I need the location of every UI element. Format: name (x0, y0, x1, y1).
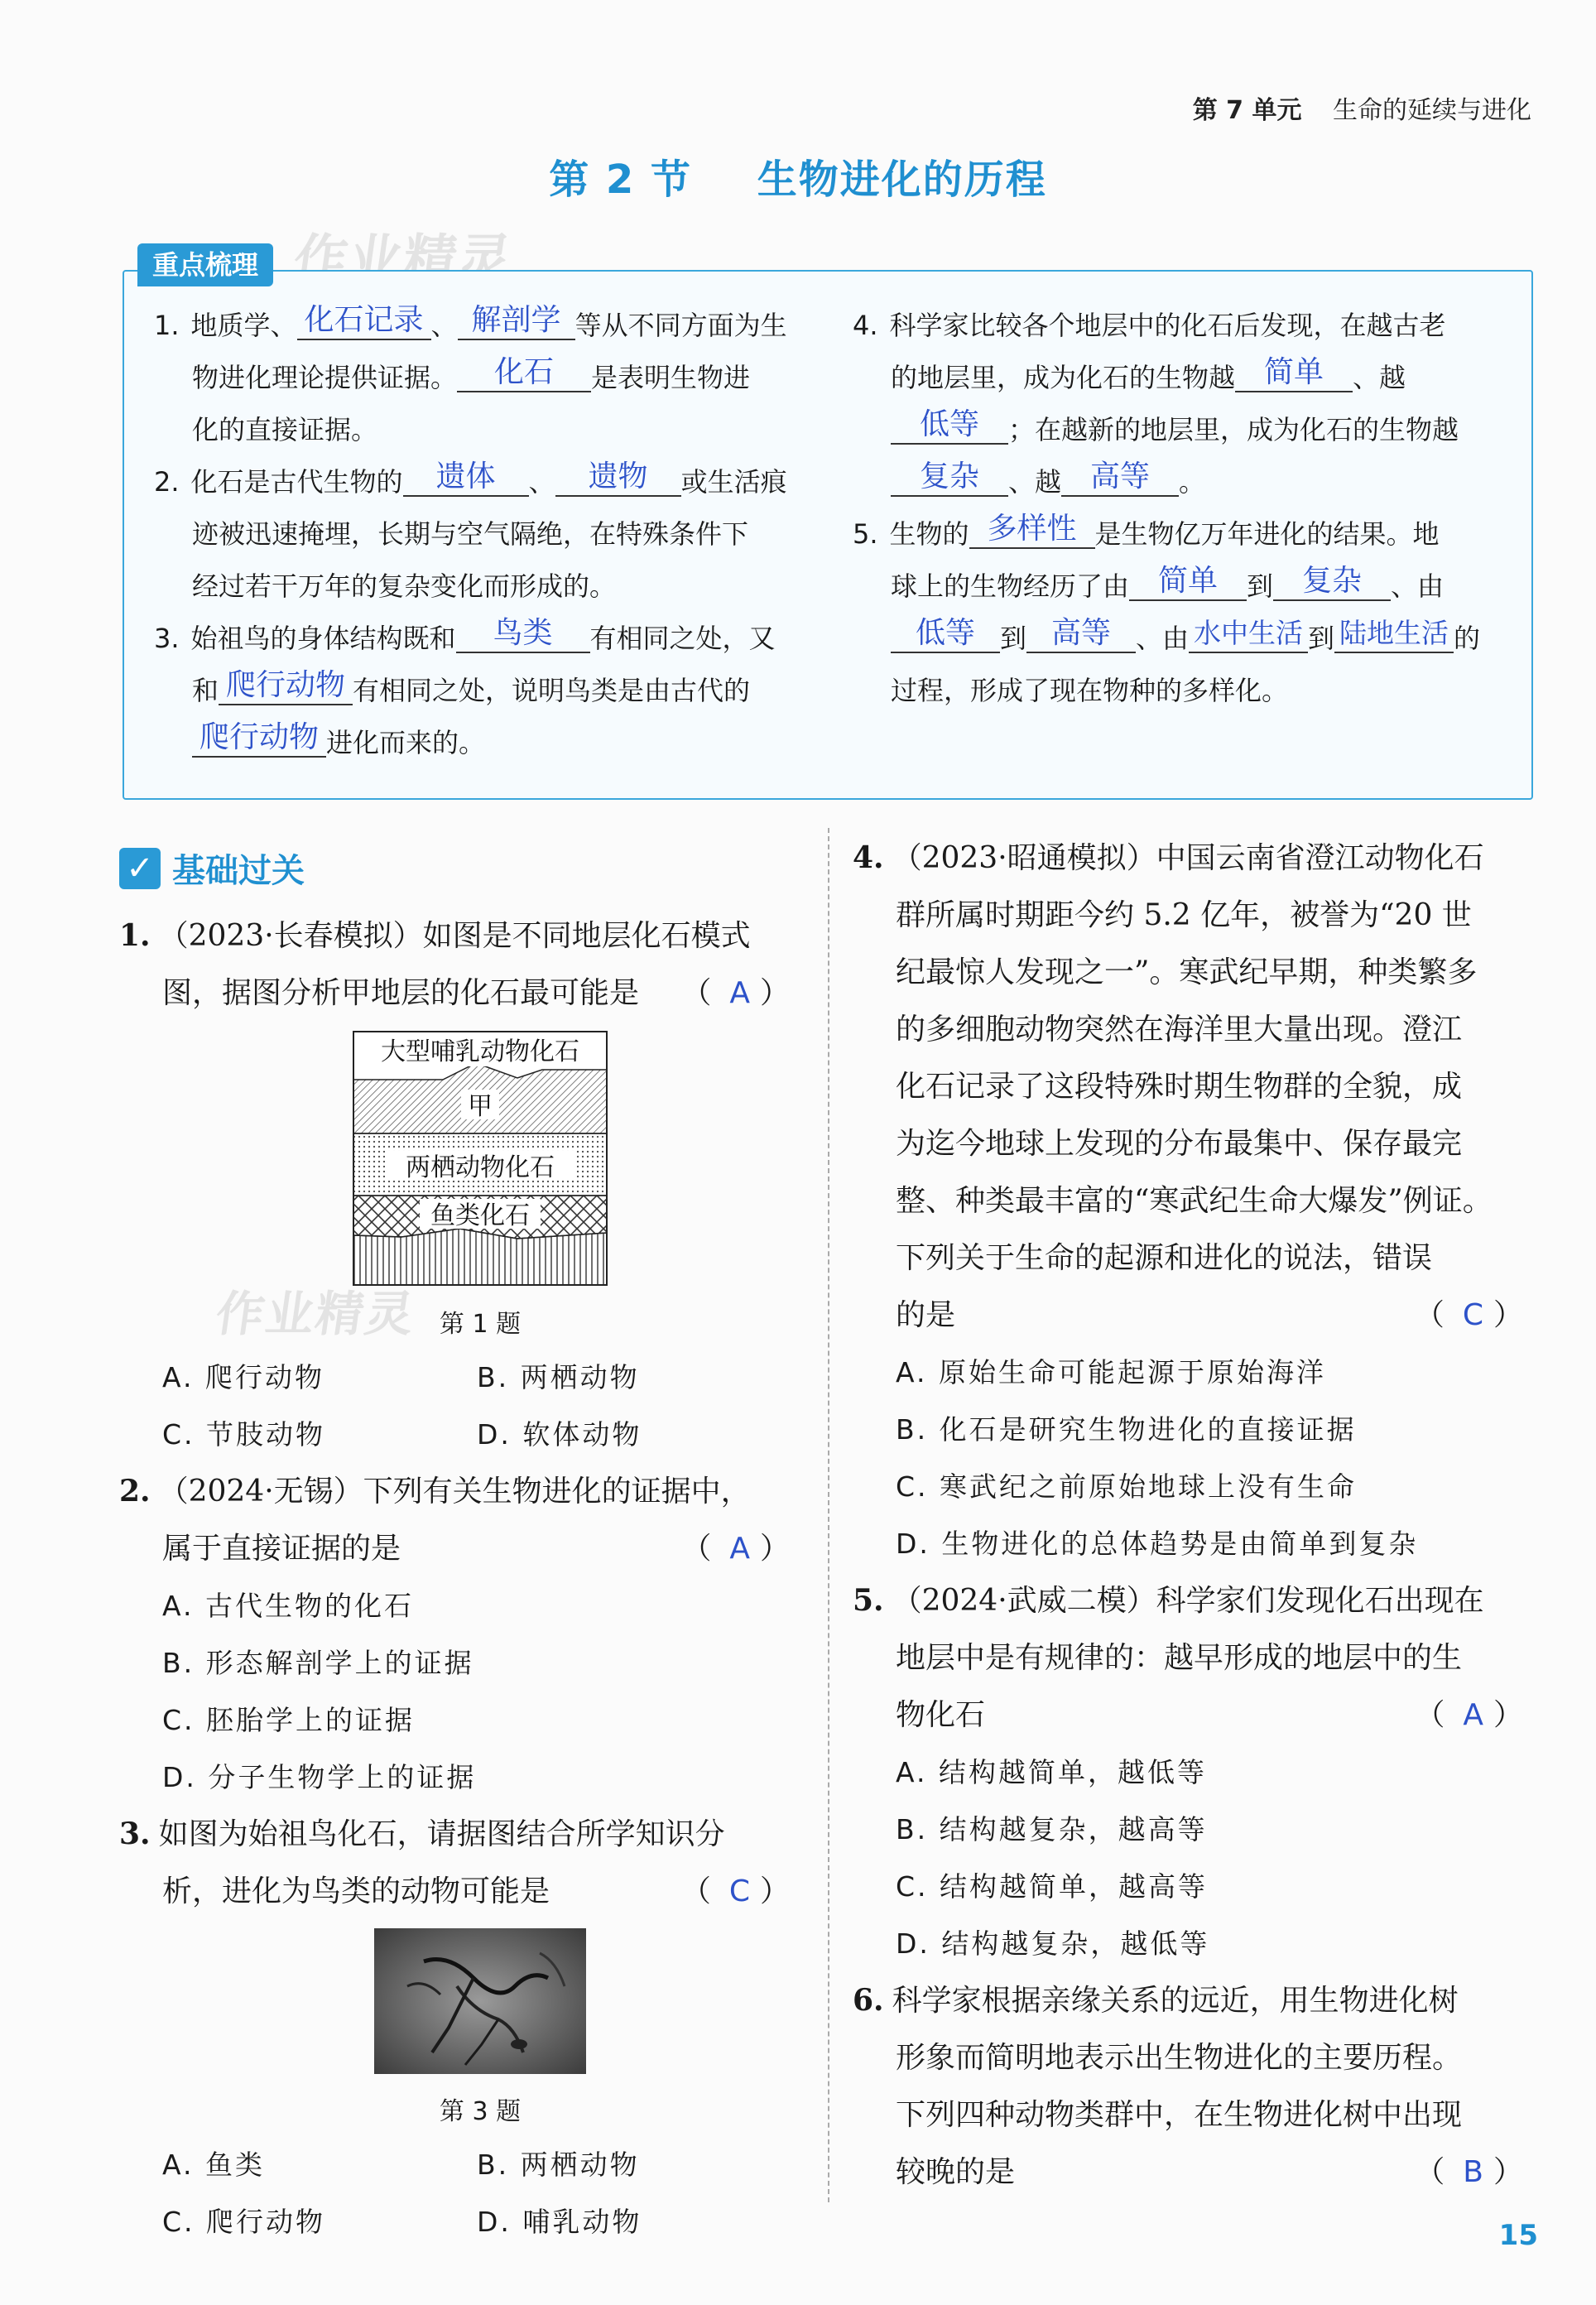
question-stem: 较晚的是 (896, 2155, 1016, 2189)
question-stem: 属于直接证据的是 (162, 1532, 401, 1566)
question-number: 3. (119, 1817, 151, 1851)
option-a[interactable]: A. 爬行动物 (162, 1361, 324, 1393)
figure-caption: 第 1 题 (439, 1310, 522, 1339)
summary-item-1 (154, 300, 800, 456)
strata-figure (119, 1030, 798, 1344)
answer-value: A (729, 1532, 750, 1566)
layer-label: 大型哺乳动物化石 (381, 1037, 579, 1066)
summary-item-3 (154, 613, 800, 769)
text: 、越 (1353, 362, 1406, 393)
option-c[interactable]: C. 寒武纪之前原始地球上没有生命 (896, 1470, 1358, 1503)
answer-blank: 陆地生活 (1334, 615, 1454, 653)
text: 化石是古代生物的 (190, 466, 403, 498)
option-b[interactable]: B. 结构越复杂，越高等 (896, 1813, 1208, 1845)
answer-blank: 高等 (1061, 459, 1179, 497)
option-b[interactable]: B. 形态解剖学上的证据 (162, 1647, 474, 1679)
answer-blank: 低等 (891, 615, 1000, 653)
option-d[interactable]: D. 软体动物 (477, 1418, 642, 1451)
text: 或生活痕 (680, 466, 787, 498)
question-stem: 物化石 (896, 1698, 986, 1732)
figure-caption: 第 3 题 (439, 2097, 522, 2126)
question-stem: （2023·昭通模拟）中国云南省澄江动物化石 (892, 841, 1484, 875)
text: 科学家比较各个地层中的化石后发现，在越古老 (889, 310, 1446, 341)
answer-blank: 简单 (1129, 563, 1247, 601)
questions-right-column (853, 830, 1531, 2201)
section-name: 生物进化的历程 (757, 156, 1047, 203)
answer-value: C (1462, 1298, 1483, 1332)
question-number: 1. (119, 918, 151, 953)
page-number: 15 (1498, 2219, 1538, 2252)
fossil-figure (119, 1928, 798, 2131)
option-c[interactable]: C. 节肢动物 (162, 1418, 326, 1451)
text: 。 (1179, 466, 1206, 498)
question-4 (853, 830, 1531, 1572)
answer-value: B (1463, 2155, 1483, 2189)
question-number: 5. (853, 1583, 884, 1618)
item-number: 3. (154, 623, 180, 654)
text: 、 (528, 466, 555, 498)
text: 、由 (1391, 570, 1445, 602)
answer-bracket: （ A ） (1415, 1698, 1531, 1732)
basic-section-title: 基础过关 (172, 852, 305, 890)
text: 物进化理论提供证据。 (192, 362, 458, 393)
text: 化的直接证据。 (192, 414, 378, 445)
watermark-mid: 作业精灵 (212, 1286, 420, 1342)
layer-label: 甲 (468, 1092, 493, 1121)
question-stem: 纪最惊人发现之一”。寒武纪早期，种类繁多 (896, 955, 1478, 989)
question-stem: 析，进化为鸟类的动物可能是 (162, 1874, 550, 1908)
text: 有相同之处，说明鸟类是由古代的 (353, 675, 751, 706)
column-divider (828, 828, 829, 2202)
question-1 (119, 907, 798, 1463)
option-a[interactable]: A. 古代生物的化石 (162, 1590, 414, 1622)
unit-topic: 生命的延续与进化 (1333, 96, 1531, 125)
basic-section-tag (119, 845, 305, 892)
question-6 (853, 1972, 1531, 2201)
text: 地质学、 (190, 310, 297, 341)
option-a[interactable]: A. 原始生命可能起源于原始海洋 (896, 1356, 1326, 1388)
option-a[interactable]: A. 鱼类 (162, 2149, 265, 2181)
text: 是表明生物进 (591, 362, 751, 393)
questions-left-column (119, 907, 798, 2250)
text: 的地层里，成为化石的生物越 (891, 362, 1236, 393)
answer-blank: 复杂 (1273, 563, 1391, 601)
section-number: 第 2 节 (549, 156, 693, 203)
item-number: 5. (853, 518, 878, 550)
question-stem: 如图为始祖鸟化石，请据图结合所学知识分 (158, 1817, 725, 1851)
question-2 (119, 1463, 798, 1806)
question-stem: 科学家根据亲缘关系的远近，用生物进化树 (892, 1984, 1459, 2018)
text: 和 (192, 675, 219, 706)
option-d[interactable]: D. 结构越复杂，越低等 (896, 1927, 1210, 1960)
summary-item-4 (853, 300, 1498, 508)
option-c[interactable]: C. 结构越简单，越高等 (896, 1870, 1209, 1903)
option-b[interactable]: B. 两栖动物 (477, 2149, 640, 2181)
question-5 (853, 1572, 1531, 1972)
archaeopteryx-fossil-image (374, 1928, 586, 2074)
option-c[interactable]: C. 爬行动物 (162, 2206, 326, 2238)
text: 始祖鸟的身体结构既和 (190, 623, 456, 654)
question-stem: 的是 (896, 1298, 956, 1332)
question-stem: 整、种类最丰富的“寒武纪生命大爆发”例证。 (896, 1184, 1493, 1218)
option-d[interactable]: D. 哺乳动物 (477, 2206, 642, 2238)
answer-blank: 复杂 (891, 459, 1008, 497)
answer-value: A (729, 976, 750, 1010)
text: 经过若干万年的复杂变化而形成的。 (192, 570, 617, 602)
answer-blank: 解剖学 (458, 302, 575, 340)
question-stem: 形象而简明地表示出生物进化的主要历程。 (896, 2041, 1463, 2075)
question-stem: 群所属时期距今约 5.2 亿年，被誉为“20 世 (896, 898, 1472, 932)
item-number: 2. (154, 466, 180, 498)
answer-blank: 高等 (1026, 615, 1136, 653)
page-header (1193, 89, 1531, 126)
answer-blank: 低等 (891, 407, 1008, 445)
answer-blank: 化石记录 (297, 302, 431, 340)
text: 等从不同方面为生 (574, 310, 787, 341)
text: 到 (1308, 623, 1335, 654)
answer-blank: 遗体 (403, 459, 529, 497)
text: 有相同之处，又 (589, 623, 776, 654)
answer-bracket: （ C ） (680, 1874, 798, 1908)
option-b[interactable]: B. 两栖动物 (477, 1361, 640, 1393)
section-title (0, 147, 1596, 205)
item-number: 1. (154, 310, 180, 341)
text: 、越 (1008, 466, 1062, 498)
question-stem: 图，据图分析甲地层的化石最可能是 (162, 976, 640, 1010)
item-number: 4. (853, 310, 878, 341)
option-c[interactable]: C. 胚胎学上的证据 (162, 1704, 416, 1736)
answer-blank: 多样性 (969, 511, 1095, 549)
question-3 (119, 1806, 798, 2250)
summary-left-column (154, 300, 800, 769)
answer-blank: 爬行动物 (219, 667, 353, 705)
layer-label: 两栖动物化石 (406, 1153, 555, 1182)
answer-value: C (728, 1874, 750, 1908)
option-b[interactable]: B. 化石是研究生物进化的直接证据 (896, 1413, 1357, 1446)
checkbox-icon: ✓ (119, 848, 161, 889)
text: 生物的 (889, 518, 969, 550)
strata-diagram (352, 1030, 608, 1287)
answer-bracket: （ A ） (681, 1532, 798, 1566)
answer-value: A (1463, 1698, 1483, 1732)
answer-blank: 爬行动物 (192, 719, 326, 758)
text: ；在越新的地层里，成为化石的生物越 (1008, 414, 1459, 445)
answer-bracket: （ B ） (1415, 2155, 1531, 2189)
text: 的 (1454, 623, 1481, 654)
answer-blank: 简单 (1235, 354, 1353, 392)
answer-bracket: （ A ） (681, 976, 798, 1010)
question-stem: 下列关于生命的起源和进化的说法，错误 (896, 1241, 1433, 1275)
summary-tag: 重点梳理 (137, 243, 273, 286)
answer-blank: 水中生活 (1189, 615, 1308, 653)
answer-blank: 化石 (457, 354, 591, 392)
question-stem: 化石记录了这段特殊时期生物群的全貌，成 (896, 1070, 1463, 1104)
unit-label: 第 7 单元 (1192, 96, 1302, 125)
text: 是生物亿万年进化的结果。地 (1094, 518, 1440, 550)
question-stem: （2024·武威二模）科学家们发现化石出现在 (892, 1584, 1484, 1618)
answer-bracket: （ C ） (1414, 1298, 1531, 1332)
watermark-top: 作业精灵 (289, 229, 517, 291)
question-stem: （2023·长春模拟）如图是不同地层化石模式 (158, 919, 751, 953)
layer-label: 鱼类化石 (430, 1201, 530, 1230)
question-number: 6. (853, 1983, 884, 2018)
text: 球上的生物经历了由 (891, 570, 1130, 602)
question-stem: 的多细胞动物突然在海洋里大量出现。澄江 (896, 1013, 1463, 1047)
question-number: 4. (853, 840, 884, 875)
option-d[interactable]: D. 分子生物学上的证据 (162, 1761, 477, 1793)
option-d[interactable]: D. 生物进化的总体趋势是由简单到复杂 (896, 1528, 1419, 1560)
question-stem: 地层中是有规律的：越早形成的地层中的生 (896, 1641, 1463, 1675)
summary-item-2 (154, 456, 800, 613)
question-stem: （2024·无锡）下列有关生物进化的证据中， (158, 1475, 751, 1509)
answer-blank: 鸟类 (456, 615, 590, 653)
option-a[interactable]: A. 结构越简单，越低等 (896, 1756, 1207, 1788)
summary-item-5 (853, 508, 1498, 717)
question-number: 2. (119, 1474, 151, 1509)
text: 到 (1000, 623, 1027, 654)
text: 、由 (1136, 623, 1190, 654)
question-stem: 为迄今地球上发现的分布最集中、保存最完 (896, 1127, 1463, 1161)
text: 到 (1247, 570, 1274, 602)
text: 迹被迅速掩埋，长期与空气隔绝，在特殊条件下 (192, 518, 749, 550)
text: 、 (430, 310, 458, 341)
text: 进化而来的。 (326, 727, 486, 758)
answer-blank: 遗物 (555, 459, 681, 497)
question-stem: 下列四种动物类群中，在生物进化树中出现 (896, 2098, 1463, 2132)
text: 过程，形成了现在物种的多样化。 (891, 675, 1289, 706)
summary-right-column (853, 300, 1498, 717)
